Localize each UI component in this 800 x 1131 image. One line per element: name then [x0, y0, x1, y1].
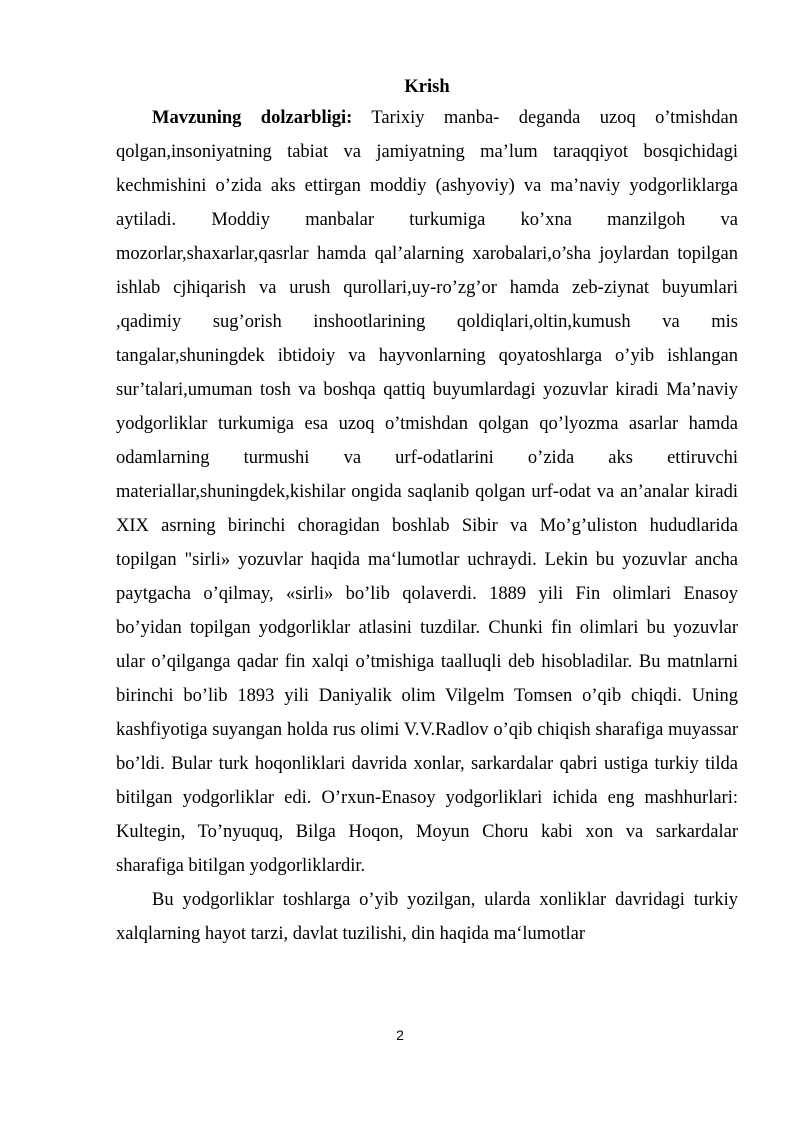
document-title: Krish [404, 77, 450, 97]
paragraph-1 [116, 101, 738, 883]
document-page [116, 74, 738, 951]
paragraph-lead: Mavzuning dolzarbligi: [152, 108, 353, 128]
paragraph-2 [116, 883, 738, 951]
paragraph-text: Bu yodgorliklar toshlarga o’yib yozilgan, ularda xonliklar davridagi turkiy xalqlarning hayot tarzi, davlat tuzilishi, din haqida ma‘lumotlar [116, 890, 738, 944]
paragraph-text: Tarixiy manba- deganda uzoq o’tmishdan qolgan,insoniyatning tabiat va jamiyatning ma’lum taraqqiyot bosqichidagi kechmishini o’zida aks ettirgan moddiy (ashyoviy) va ma’naviy yodgorliklarga aytiladi. Moddiy manbalar turkumiga ko’xna manzilgoh va mozorlar,shaxarlar,qasrlar hamda qal’alarning xarobalari,o’sha joylardan topilgan ishlab cjhiqarish va urush qurollari,uy-ro’zg’or hamda zeb-ziynat buyumlari ,qadimiy sug’orish inshootlarining qoldiqlari,oltin,kumush va mis tangalar,shuningdek ibtidoiy va hayvonlarning qoyatoshlarga o’yib ishlangan sur’talari,umuman tosh va boshqa qattiq buyumlardagi yozuvlar kiradi Ma’naviy yodgorliklar turkumiga esa uzoq o’tmishdan qolgan qo’lyozma asarlar hamda odamlarning turmushi va urf-odatlarini o’zida aks ettiruvchi materiallar,shuningdek,kishilar ongida saqlanib qolgan urf-odat va an’analar kiradi XIX asrning birinchi choragidan boshlab Sibir va Mo’g’uliston hududlarida topilgan "sirli» yozuvlar haqida ma‘lumotlar uchraydi. Lekin bu yozuvlar ancha paytgacha o’qilmay, «sirli» bo’lib qolaverdi. 1889 yili Fin olimlari Enasoy bo’yidan topilgan yodgorliklar atlasini tuzdilar. Chunki fin olimlari bu yozuvlar ular o’qilganga qadar fin xalqi o’tmishiga taalluqli deb hisobladilar. Bu matnlarni birinchi bo’lib 1893 yili Daniyalik olim Vilgelm Tomsen o’qib chiqdi. Uning kashfiyotiga suyangan holda rus olimi V.V.Radlov o’qib chiqish sharafiga muyassar bo’ldi. Bular turk hoqonliklari davrida xonlar, sarkardalar qabri ustiga turkiy tilda bitilgan yodgorliklar edi. O’rxun-Enasoy yodgorliklari ichida eng mashhurlari: Kultegin, To’nyuquq, Bilga Hoqon, Moyun Choru kabi xon va sarkardalar sharafiga bitilgan yodgorliklardir. [116, 108, 738, 876]
page-number: 2 [396, 1027, 404, 1043]
